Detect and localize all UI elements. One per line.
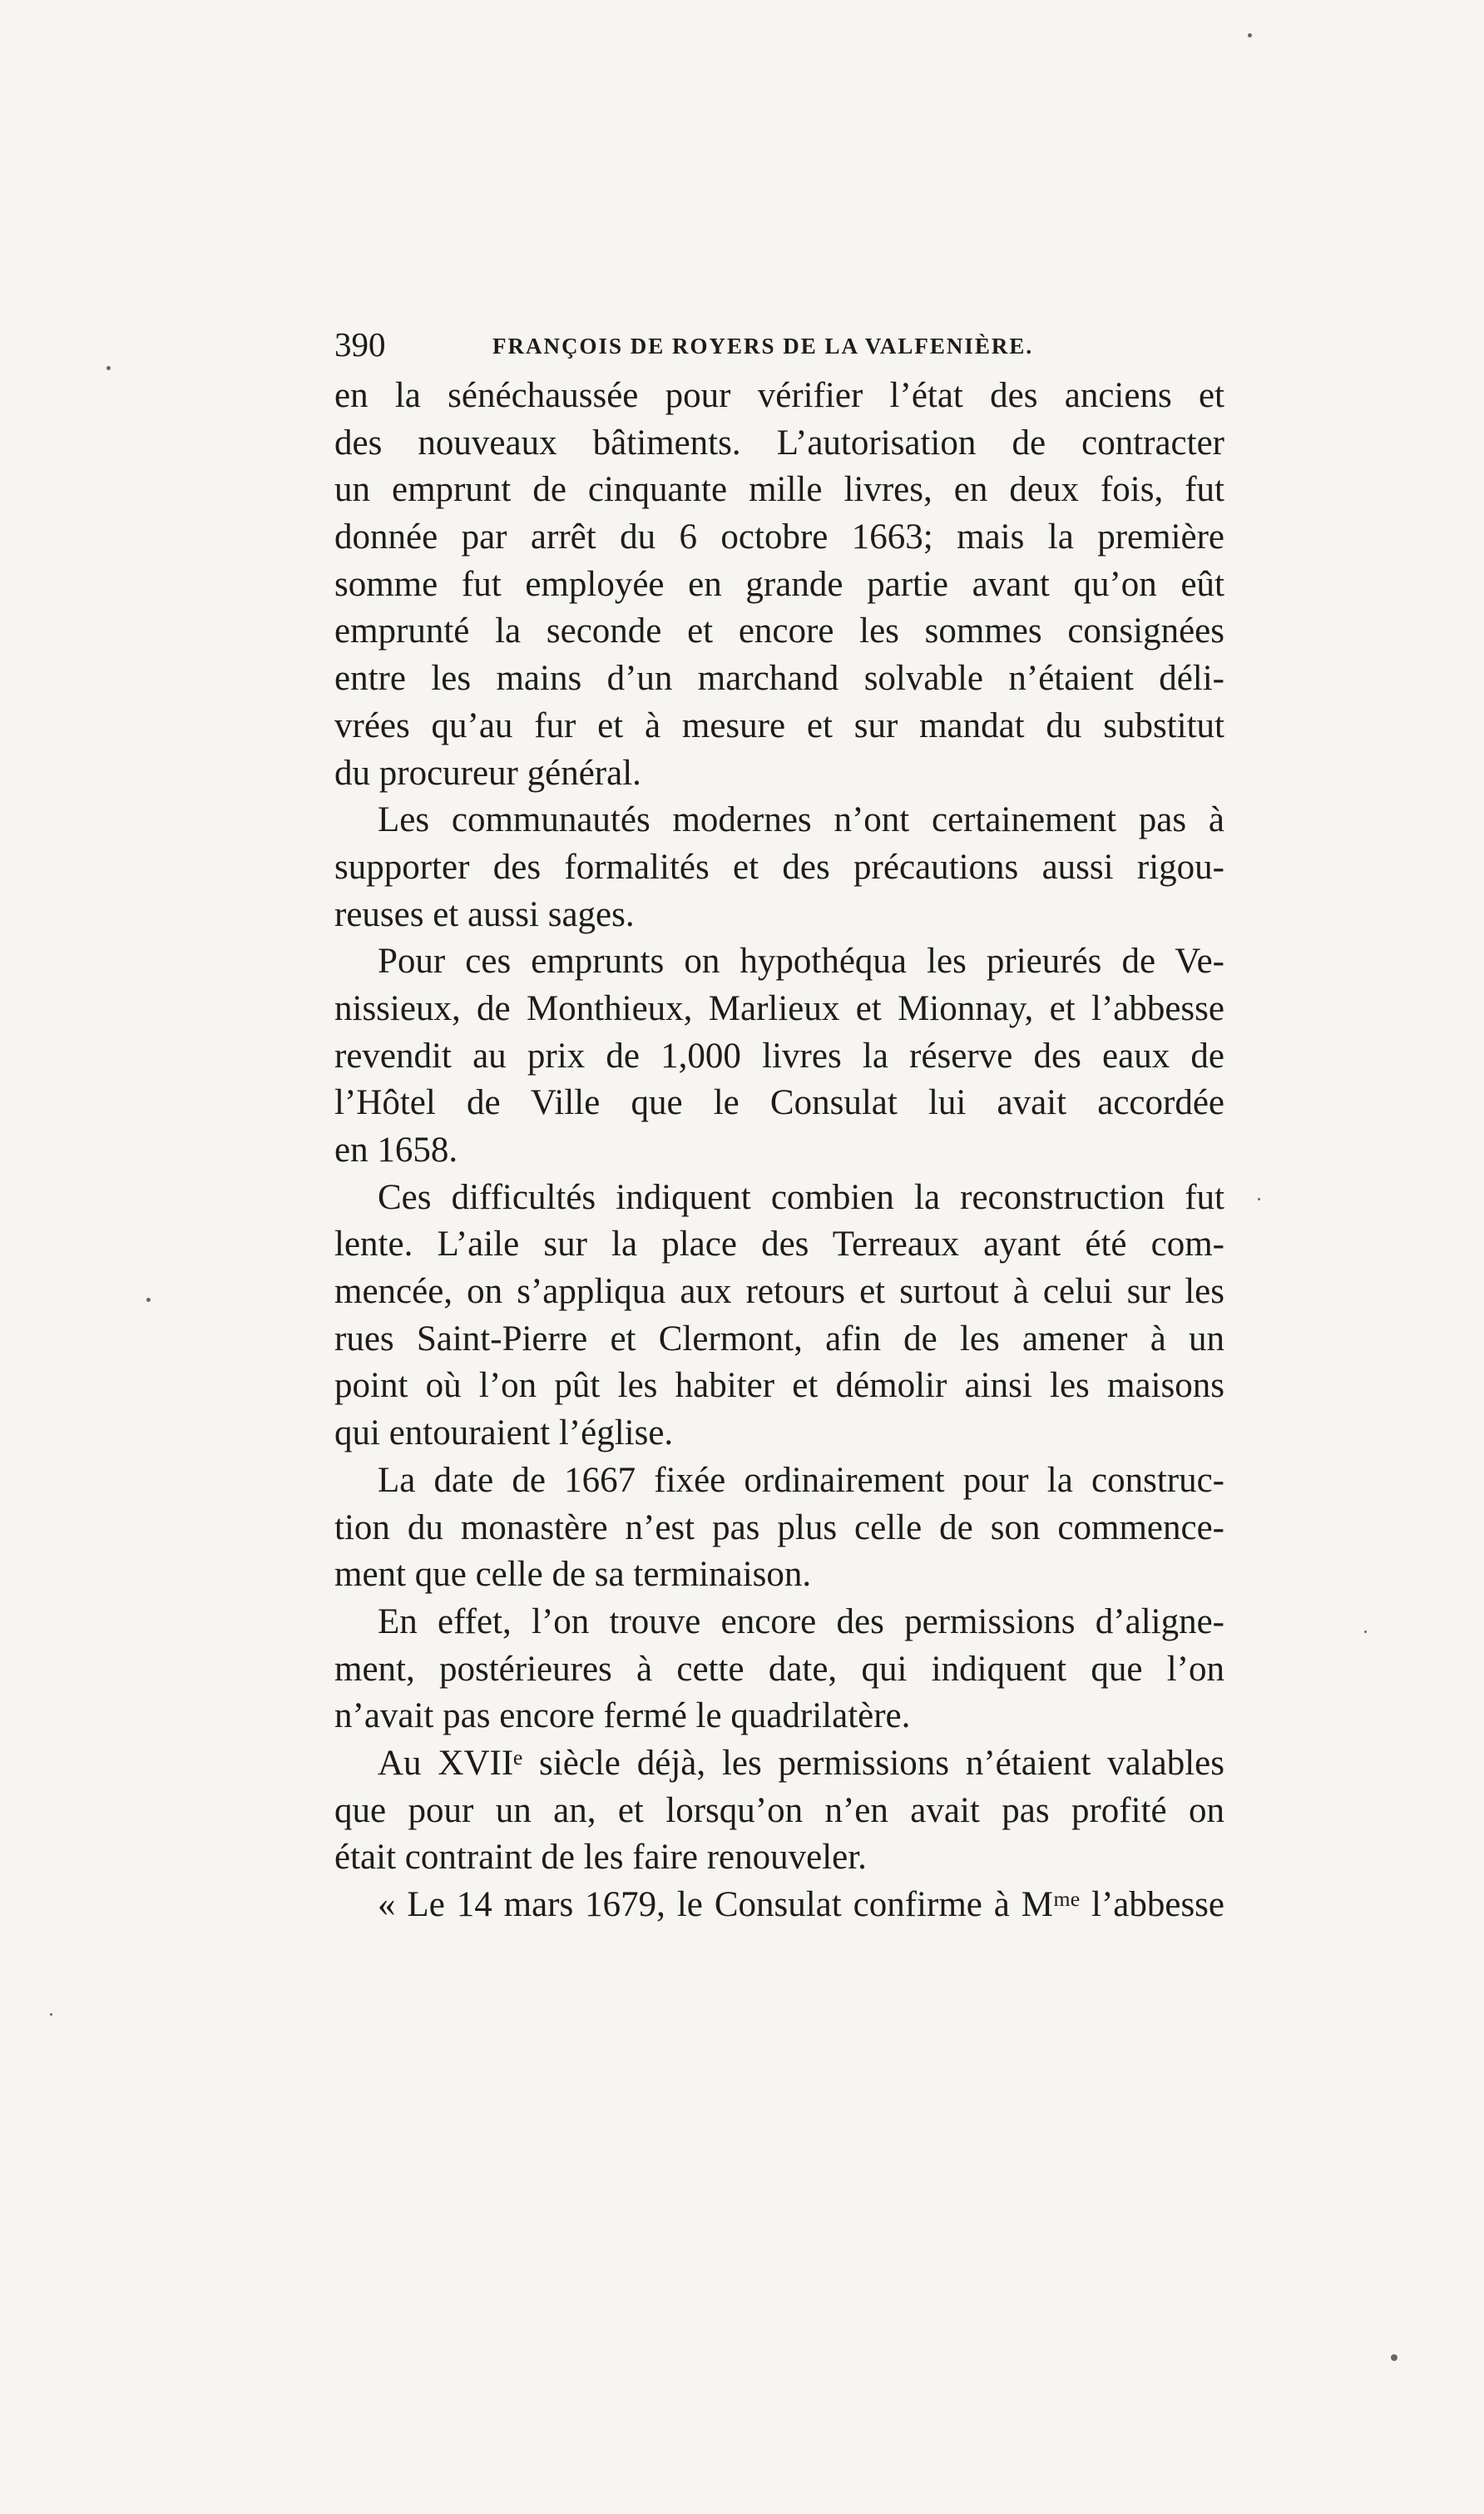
text-line: en 1658. <box>334 1131 458 1170</box>
text-line: du procureur général. <box>334 753 641 793</box>
text-line: entre les mains d’un marchand solvable n’étaient déli- <box>334 659 1224 699</box>
text-line: emprunté la seconde et encore les sommes consignées <box>334 611 1224 651</box>
text-line: des nouveaux bâtiments. L’autorisation de contracter <box>334 423 1224 463</box>
text-line: l’Hôtel de Ville que le Consulat lui avait accordée <box>334 1083 1224 1123</box>
text-line: revendit au prix de 1,000 livres la réserve des eaux de <box>334 1036 1224 1076</box>
scan-speck <box>1258 1198 1260 1200</box>
text-line: Les communautés modernes n’ont certainement pas à <box>378 800 1224 840</box>
running-title: FRANÇOIS DE ROYERS DE LA VALFENIÈRE. <box>492 334 1034 359</box>
text-line: que pour un an, et lorsqu’on n’en avait pas profité on <box>334 1790 1224 1830</box>
text-line: lente. L’aile sur la place des Terreaux ayant été com- <box>334 1225 1224 1264</box>
text-line: un emprunt de cinquante mille livres, en deux fois, fut <box>334 470 1224 510</box>
text-line: mencée, on s’appliqua aux retours et surtout à celui sur les <box>334 1272 1224 1312</box>
text-line: Pour ces emprunts on hypothéqua les prieurés de Ve- <box>378 942 1224 982</box>
scan-speck <box>1364 1631 1367 1633</box>
scan-speck <box>1391 2354 1397 2361</box>
text-line: reuses et aussi sages. <box>334 894 635 934</box>
text-line: supporter des formalités et des précautions aussi rigou- <box>334 847 1224 887</box>
scan-speck <box>50 2013 52 2016</box>
text-line: était contraint de les faire renouveler. <box>334 1838 867 1878</box>
text-line: Au XVIIᵉ siècle déjà, les permissions n’étaient valables <box>378 1743 1224 1783</box>
text-line: « Le 14 mars 1679, le Consulat confirme à Mᵐᵉ l’abbesse <box>378 1885 1224 1924</box>
page-header <box>334 323 1224 373</box>
text-line: Ces difficultés indiquent combien la reconstruction fut <box>378 1177 1224 1217</box>
scan-speck <box>1248 33 1252 37</box>
text-line: En effet, l’on trouve encore des permissions d’aligne- <box>378 1601 1224 1641</box>
page-number: 390 <box>334 325 386 364</box>
text-line: donnée par arrêt du 6 octobre 1663; mais la première <box>334 517 1224 557</box>
text-line: vrées qu’au fur et à mesure et sur mandat du substitut <box>334 705 1224 745</box>
text-line: somme fut employée en grande partie avant qu’on eût <box>334 564 1224 604</box>
text-line: qui entouraient l’église. <box>334 1413 674 1453</box>
scan-speck <box>146 1298 151 1302</box>
text-line: ment que celle de sa terminaison. <box>334 1555 812 1595</box>
text-line: en la sénéchaussée pour vérifier l’état des anciens et <box>334 376 1224 415</box>
text-line: n’avait pas encore fermé le quadrilatère. <box>334 1696 911 1736</box>
text-line: point où l’on pût les habiter et démolir ainsi les maisons <box>334 1366 1224 1406</box>
text-line: La date de 1667 fixée ordinairement pour la construc- <box>378 1460 1224 1500</box>
scan-speck <box>106 366 111 370</box>
text-line: nissieux, de Monthieux, Marlieux et Mionnay, et l’abbesse <box>334 988 1224 1028</box>
body-text <box>334 373 1224 1929</box>
text-line: rues Saint-Pierre et Clermont, afin de les amener à un <box>334 1319 1224 1358</box>
text-line: ment, postérieures à cette date, qui indiquent que l’on <box>334 1649 1224 1689</box>
text-line: tion du monastère n’est pas plus celle de son commence- <box>334 1507 1224 1547</box>
